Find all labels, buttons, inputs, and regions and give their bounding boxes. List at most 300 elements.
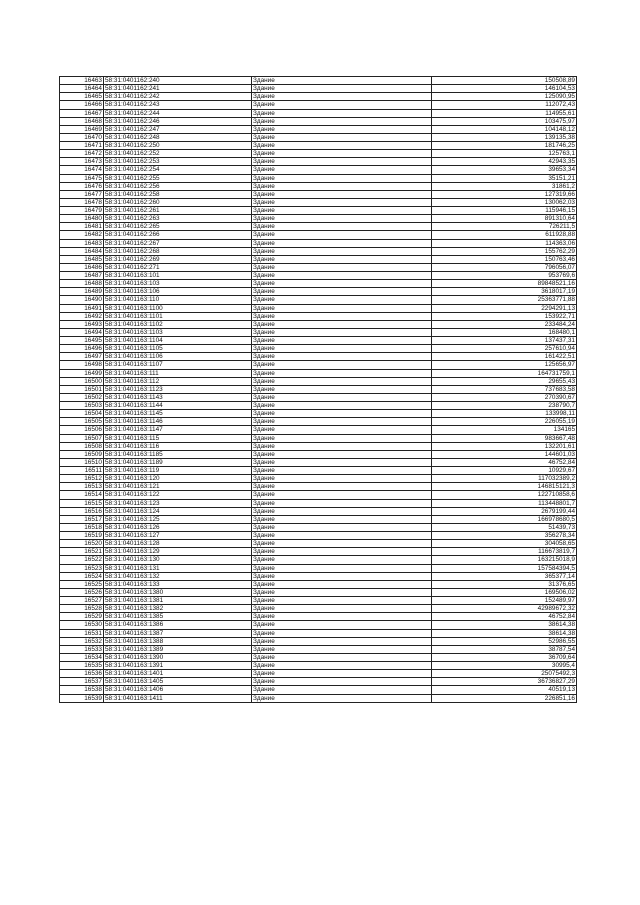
cadastral-value: 89848521,16 xyxy=(432,280,577,288)
cadastral-number: 58:31:0401163:1102 xyxy=(104,320,252,328)
row-number: 16490 xyxy=(60,296,104,304)
row-number: 16532 xyxy=(60,637,104,645)
row-number: 16534 xyxy=(60,653,104,661)
table-row xyxy=(60,101,577,109)
row-number: 16465 xyxy=(60,93,104,101)
object-type: Здание xyxy=(252,458,432,466)
cadastral-value: 35151,21 xyxy=(432,174,577,182)
cadastral-number: 58:31:0401163:1389 xyxy=(104,645,252,653)
table-row xyxy=(60,369,577,377)
cadastral-value: 152489,97 xyxy=(432,597,577,605)
row-number: 16463 xyxy=(60,77,104,85)
cadastral-number: 58:31:0401163:1386 xyxy=(104,621,252,629)
row-number: 16504 xyxy=(60,410,104,418)
table-row xyxy=(60,312,577,320)
cadastral-number: 58:31:0401162:254 xyxy=(104,166,252,174)
cadastral-number: 58:31:0401162:246 xyxy=(104,117,252,125)
table-row xyxy=(60,296,577,304)
table-row xyxy=(60,272,577,280)
row-number: 16492 xyxy=(60,312,104,320)
cadastral-value: 46752,84 xyxy=(432,613,577,621)
cadastral-number: 58:31:0401162:248 xyxy=(104,133,252,141)
cadastral-number: 58:31:0401163:126 xyxy=(104,523,252,531)
row-number: 16503 xyxy=(60,402,104,410)
row-number: 16529 xyxy=(60,613,104,621)
object-type: Здание xyxy=(252,263,432,271)
table-row xyxy=(60,198,577,206)
object-type: Здание xyxy=(252,629,432,637)
object-type: Здание xyxy=(252,207,432,215)
cadastral-value: 304058,65 xyxy=(432,540,577,548)
cadastral-number: 58:31:0401163:1385 xyxy=(104,613,252,621)
cadastral-number: 58:31:0401162:255 xyxy=(104,174,252,182)
object-type: Здание xyxy=(252,532,432,540)
cadastral-value: 130062,03 xyxy=(432,198,577,206)
table-row xyxy=(60,337,577,345)
table-row xyxy=(60,304,577,312)
object-type: Здание xyxy=(252,434,432,442)
row-number: 16513 xyxy=(60,483,104,491)
object-type: Здание xyxy=(252,215,432,223)
cadastral-number: 58:31:0401162:244 xyxy=(104,109,252,117)
object-type: Здание xyxy=(252,467,432,475)
object-type: Здание xyxy=(252,694,432,702)
cadastral-value: 270390,67 xyxy=(432,393,577,401)
cadastral-value: 112072,43 xyxy=(432,101,577,109)
table-row xyxy=(60,345,577,353)
table-row xyxy=(60,678,577,686)
object-type: Здание xyxy=(252,621,432,629)
row-number: 16468 xyxy=(60,117,104,125)
cadastral-number: 58:31:0401163:110 xyxy=(104,296,252,304)
object-type: Здание xyxy=(252,483,432,491)
table-row xyxy=(60,182,577,190)
object-type: Здание xyxy=(252,377,432,385)
cadastral-value: 139135,38 xyxy=(432,133,577,141)
object-type: Здание xyxy=(252,645,432,653)
object-type: Здание xyxy=(252,166,432,174)
row-number: 16485 xyxy=(60,255,104,263)
row-number: 16467 xyxy=(60,109,104,117)
cadastral-number: 58:31:0401163:131 xyxy=(104,564,252,572)
cadastral-number: 58:31:0401163:1406 xyxy=(104,686,252,694)
cadastral-value: 155762,29 xyxy=(432,247,577,255)
object-type: Здание xyxy=(252,442,432,450)
cadastral-value: 38614,38 xyxy=(432,621,577,629)
row-number: 16517 xyxy=(60,515,104,523)
row-number: 16479 xyxy=(60,207,104,215)
object-type: Здание xyxy=(252,523,432,531)
cadastral-value: 114363,06 xyxy=(432,239,577,247)
row-number: 16526 xyxy=(60,588,104,596)
cadastral-value: 42989672,32 xyxy=(432,605,577,613)
row-number: 16487 xyxy=(60,272,104,280)
row-number: 16514 xyxy=(60,491,104,499)
object-type: Здание xyxy=(252,312,432,320)
property-registry-table xyxy=(59,76,577,703)
cadastral-value: 169506,02 xyxy=(432,588,577,596)
row-number: 16539 xyxy=(60,694,104,702)
table-row xyxy=(60,361,577,369)
object-type: Здание xyxy=(252,580,432,588)
object-type: Здание xyxy=(252,597,432,605)
table-body xyxy=(60,77,577,703)
cadastral-value: 226851,16 xyxy=(432,694,577,702)
table-row xyxy=(60,402,577,410)
object-type: Здание xyxy=(252,296,432,304)
cadastral-number: 58:31:0401163:1388 xyxy=(104,637,252,645)
cadastral-number: 58:31:0401162:271 xyxy=(104,263,252,271)
table-row xyxy=(60,662,577,670)
row-number: 16491 xyxy=(60,304,104,312)
cadastral-value: 116673819,7 xyxy=(432,548,577,556)
table-row xyxy=(60,85,577,93)
cadastral-number: 58:31:0401163:120 xyxy=(104,475,252,483)
cadastral-value: 168480,1 xyxy=(432,328,577,336)
row-number: 16512 xyxy=(60,475,104,483)
row-number: 16471 xyxy=(60,142,104,150)
cadastral-value: 146104,53 xyxy=(432,85,577,93)
row-number: 16498 xyxy=(60,361,104,369)
table-row xyxy=(60,515,577,523)
row-number: 16501 xyxy=(60,385,104,393)
table-row xyxy=(60,207,577,215)
row-number: 16497 xyxy=(60,353,104,361)
cadastral-value: 31861,2 xyxy=(432,182,577,190)
cadastral-value: 10929,67 xyxy=(432,467,577,475)
cadastral-number: 58:31:0401163:1391 xyxy=(104,662,252,670)
object-type: Здание xyxy=(252,288,432,296)
object-type: Здание xyxy=(252,662,432,670)
cadastral-number: 58:31:0401163:132 xyxy=(104,572,252,580)
table-row xyxy=(60,637,577,645)
cadastral-value: 114955,61 xyxy=(432,109,577,117)
cadastral-value: 30995,4 xyxy=(432,662,577,670)
row-number: 16480 xyxy=(60,215,104,223)
object-type: Здание xyxy=(252,182,432,190)
table-row xyxy=(60,613,577,621)
table-row xyxy=(60,288,577,296)
table-row xyxy=(60,670,577,678)
cadastral-value: 233484,24 xyxy=(432,320,577,328)
table-row xyxy=(60,597,577,605)
table-row xyxy=(60,588,577,596)
cadastral-number: 58:31:0401163:115 xyxy=(104,434,252,442)
object-type: Здание xyxy=(252,475,432,483)
object-type: Здание xyxy=(252,686,432,694)
cadastral-number: 58:31:0401163:1390 xyxy=(104,653,252,661)
cadastral-number: 58:31:0401162:240 xyxy=(104,77,252,85)
cadastral-value: 144601,03 xyxy=(432,450,577,458)
cadastral-value: 36736827,29 xyxy=(432,678,577,686)
cadastral-value: 42943,35 xyxy=(432,158,577,166)
object-type: Здание xyxy=(252,337,432,345)
object-type: Здание xyxy=(252,223,432,231)
row-number: 16516 xyxy=(60,507,104,515)
cadastral-number: 58:31:0401163:1106 xyxy=(104,353,252,361)
table-row xyxy=(60,491,577,499)
object-type: Здание xyxy=(252,320,432,328)
object-type: Здание xyxy=(252,150,432,158)
row-number: 16536 xyxy=(60,670,104,678)
row-number: 16510 xyxy=(60,458,104,466)
row-number: 16528 xyxy=(60,605,104,613)
cadastral-number: 58:31:0401162:263 xyxy=(104,215,252,223)
row-number: 16535 xyxy=(60,662,104,670)
object-type: Здание xyxy=(252,605,432,613)
cadastral-value: 164731759,1 xyxy=(432,369,577,377)
object-type: Здание xyxy=(252,491,432,499)
cadastral-number: 58:31:0401162:258 xyxy=(104,190,252,198)
table-row xyxy=(60,328,577,336)
cadastral-number: 58:31:0401163:121 xyxy=(104,483,252,491)
table-row xyxy=(60,150,577,158)
table-row xyxy=(60,450,577,458)
row-number: 16494 xyxy=(60,328,104,336)
cadastral-number: 58:31:0401163:1382 xyxy=(104,605,252,613)
cadastral-number: 58:31:0401163:1387 xyxy=(104,629,252,637)
cadastral-value: 153922,71 xyxy=(432,312,577,320)
cadastral-value: 365377,14 xyxy=(432,572,577,580)
table-row xyxy=(60,629,577,637)
cadastral-value: 132201,61 xyxy=(432,442,577,450)
object-type: Здание xyxy=(252,125,432,133)
table-row xyxy=(60,556,577,564)
cadastral-number: 58:31:0401163:1143 xyxy=(104,393,252,401)
cadastral-number: 58:31:0401162:268 xyxy=(104,247,252,255)
cadastral-value: 51439,73 xyxy=(432,523,577,531)
cadastral-number: 58:31:0401163:1411 xyxy=(104,694,252,702)
cadastral-value: 125090,95 xyxy=(432,93,577,101)
table-row xyxy=(60,117,577,125)
cadastral-value: 137437,31 xyxy=(432,337,577,345)
row-number: 16522 xyxy=(60,556,104,564)
row-number: 16518 xyxy=(60,523,104,531)
cadastral-value: 133998,11 xyxy=(432,410,577,418)
cadastral-number: 58:31:0401163:133 xyxy=(104,580,252,588)
table-row xyxy=(60,77,577,85)
table-row xyxy=(60,231,577,239)
table-row xyxy=(60,280,577,288)
cadastral-number: 58:31:0401163:1381 xyxy=(104,597,252,605)
row-number: 16475 xyxy=(60,174,104,182)
object-type: Здание xyxy=(252,280,432,288)
table-row xyxy=(60,532,577,540)
cadastral-number: 58:31:0401163:124 xyxy=(104,507,252,515)
cadastral-value: 2679199,44 xyxy=(432,507,577,515)
cadastral-value: 113448801,7 xyxy=(432,499,577,507)
table-row xyxy=(60,142,577,150)
object-type: Здание xyxy=(252,426,432,434)
object-type: Здание xyxy=(252,402,432,410)
row-number: 16525 xyxy=(60,580,104,588)
row-number: 16533 xyxy=(60,645,104,653)
row-number: 16538 xyxy=(60,686,104,694)
cadastral-number: 58:31:0401163:1405 xyxy=(104,678,252,686)
table-row xyxy=(60,109,577,117)
cadastral-number: 58:31:0401162:256 xyxy=(104,182,252,190)
table-row xyxy=(60,483,577,491)
cadastral-value: 31376,65 xyxy=(432,580,577,588)
row-number: 16493 xyxy=(60,320,104,328)
object-type: Здание xyxy=(252,117,432,125)
table-row xyxy=(60,458,577,466)
table-row xyxy=(60,174,577,182)
table-row xyxy=(60,418,577,426)
object-type: Здание xyxy=(252,564,432,572)
cadastral-number: 58:31:0401163:119 xyxy=(104,467,252,475)
object-type: Здание xyxy=(252,239,432,247)
row-number: 16474 xyxy=(60,166,104,174)
object-type: Здание xyxy=(252,77,432,85)
row-number: 16530 xyxy=(60,621,104,629)
cadastral-number: 58:31:0401163:116 xyxy=(104,442,252,450)
cadastral-value: 52986,55 xyxy=(432,637,577,645)
object-type: Здание xyxy=(252,158,432,166)
cadastral-value: 46752,84 xyxy=(432,458,577,466)
cadastral-value: 146815121,3 xyxy=(432,483,577,491)
table-row xyxy=(60,393,577,401)
row-number: 16507 xyxy=(60,434,104,442)
row-number: 16499 xyxy=(60,369,104,377)
table-row xyxy=(60,190,577,198)
cadastral-value: 161422,51 xyxy=(432,353,577,361)
cadastral-value: 25363771,88 xyxy=(432,296,577,304)
object-type: Здание xyxy=(252,198,432,206)
cadastral-number: 58:31:0401162:252 xyxy=(104,150,252,158)
cadastral-value: 104148,12 xyxy=(432,125,577,133)
object-type: Здание xyxy=(252,515,432,523)
object-type: Здание xyxy=(252,231,432,239)
table-row xyxy=(60,215,577,223)
object-type: Здание xyxy=(252,385,432,393)
table-row xyxy=(60,263,577,271)
cadastral-number: 58:31:0401163:101 xyxy=(104,272,252,280)
cadastral-value: 891310,64 xyxy=(432,215,577,223)
row-number: 16509 xyxy=(60,450,104,458)
row-number: 16472 xyxy=(60,150,104,158)
cadastral-number: 58:31:0401163:1103 xyxy=(104,328,252,336)
row-number: 16484 xyxy=(60,247,104,255)
cadastral-number: 58:31:0401163:125 xyxy=(104,515,252,523)
cadastral-number: 58:31:0401163:1401 xyxy=(104,670,252,678)
table-row xyxy=(60,377,577,385)
object-type: Здание xyxy=(252,393,432,401)
table-row xyxy=(60,645,577,653)
cadastral-value: 38787,54 xyxy=(432,645,577,653)
row-number: 16506 xyxy=(60,426,104,434)
row-number: 16531 xyxy=(60,629,104,637)
table-row xyxy=(60,540,577,548)
cadastral-value: 226055,19 xyxy=(432,418,577,426)
table-row xyxy=(60,353,577,361)
cadastral-value: 150763,46 xyxy=(432,255,577,263)
table-row xyxy=(60,475,577,483)
cadastral-value: 39653,34 xyxy=(432,166,577,174)
row-number: 16508 xyxy=(60,442,104,450)
object-type: Здание xyxy=(252,653,432,661)
row-number: 16477 xyxy=(60,190,104,198)
row-number: 16481 xyxy=(60,223,104,231)
table-row xyxy=(60,442,577,450)
object-type: Здание xyxy=(252,572,432,580)
cadastral-number: 58:31:0401163:1107 xyxy=(104,361,252,369)
row-number: 16488 xyxy=(60,280,104,288)
table-row xyxy=(60,523,577,531)
cadastral-number: 58:31:0401163:1147 xyxy=(104,426,252,434)
cadastral-number: 58:31:0401162:269 xyxy=(104,255,252,263)
row-number: 16473 xyxy=(60,158,104,166)
object-type: Здание xyxy=(252,556,432,564)
row-number: 16523 xyxy=(60,564,104,572)
table-row xyxy=(60,686,577,694)
row-number: 16515 xyxy=(60,499,104,507)
row-number: 16511 xyxy=(60,467,104,475)
object-type: Здание xyxy=(252,247,432,255)
row-number: 16470 xyxy=(60,133,104,141)
cadastral-number: 58:31:0401162:247 xyxy=(104,125,252,133)
cadastral-value: 127319,66 xyxy=(432,190,577,198)
object-type: Здание xyxy=(252,304,432,312)
object-type: Здание xyxy=(252,345,432,353)
cadastral-number: 58:31:0401163:130 xyxy=(104,556,252,564)
row-number: 16505 xyxy=(60,418,104,426)
cadastral-number: 58:31:0401163:128 xyxy=(104,540,252,548)
object-type: Здание xyxy=(252,353,432,361)
cadastral-number: 58:31:0401163:1144 xyxy=(104,402,252,410)
cadastral-value: 166978680,5 xyxy=(432,515,577,523)
table-row xyxy=(60,125,577,133)
table-row xyxy=(60,467,577,475)
table-row xyxy=(60,580,577,588)
cadastral-number: 58:31:0401162:267 xyxy=(104,239,252,247)
table-row xyxy=(60,434,577,442)
cadastral-value: 25075492,3 xyxy=(432,670,577,678)
object-type: Здание xyxy=(252,670,432,678)
table-row xyxy=(60,93,577,101)
object-type: Здание xyxy=(252,101,432,109)
object-type: Здание xyxy=(252,174,432,182)
cadastral-value: 796056,07 xyxy=(432,263,577,271)
cadastral-value: 953769,6 xyxy=(432,272,577,280)
object-type: Здание xyxy=(252,613,432,621)
cadastral-value: 356278,34 xyxy=(432,532,577,540)
table-row xyxy=(60,694,577,702)
cadastral-number: 58:31:0401162:265 xyxy=(104,223,252,231)
row-number: 16469 xyxy=(60,125,104,133)
object-type: Здание xyxy=(252,588,432,596)
cadastral-number: 58:31:0401162:261 xyxy=(104,207,252,215)
row-number: 16476 xyxy=(60,182,104,190)
object-type: Здание xyxy=(252,450,432,458)
row-number: 16500 xyxy=(60,377,104,385)
object-type: Здание xyxy=(252,142,432,150)
cadastral-number: 58:31:0401163:112 xyxy=(104,377,252,385)
object-type: Здание xyxy=(252,361,432,369)
table-row xyxy=(60,564,577,572)
table-row xyxy=(60,247,577,255)
cadastral-value: 150508,89 xyxy=(432,77,577,85)
cadastral-number: 58:31:0401163:1105 xyxy=(104,345,252,353)
cadastral-number: 58:31:0401163:1146 xyxy=(104,418,252,426)
table-row xyxy=(60,223,577,231)
object-type: Здание xyxy=(252,418,432,426)
table-row xyxy=(60,255,577,263)
object-type: Здание xyxy=(252,255,432,263)
row-number: 16486 xyxy=(60,263,104,271)
object-type: Здание xyxy=(252,540,432,548)
row-number: 16489 xyxy=(60,288,104,296)
